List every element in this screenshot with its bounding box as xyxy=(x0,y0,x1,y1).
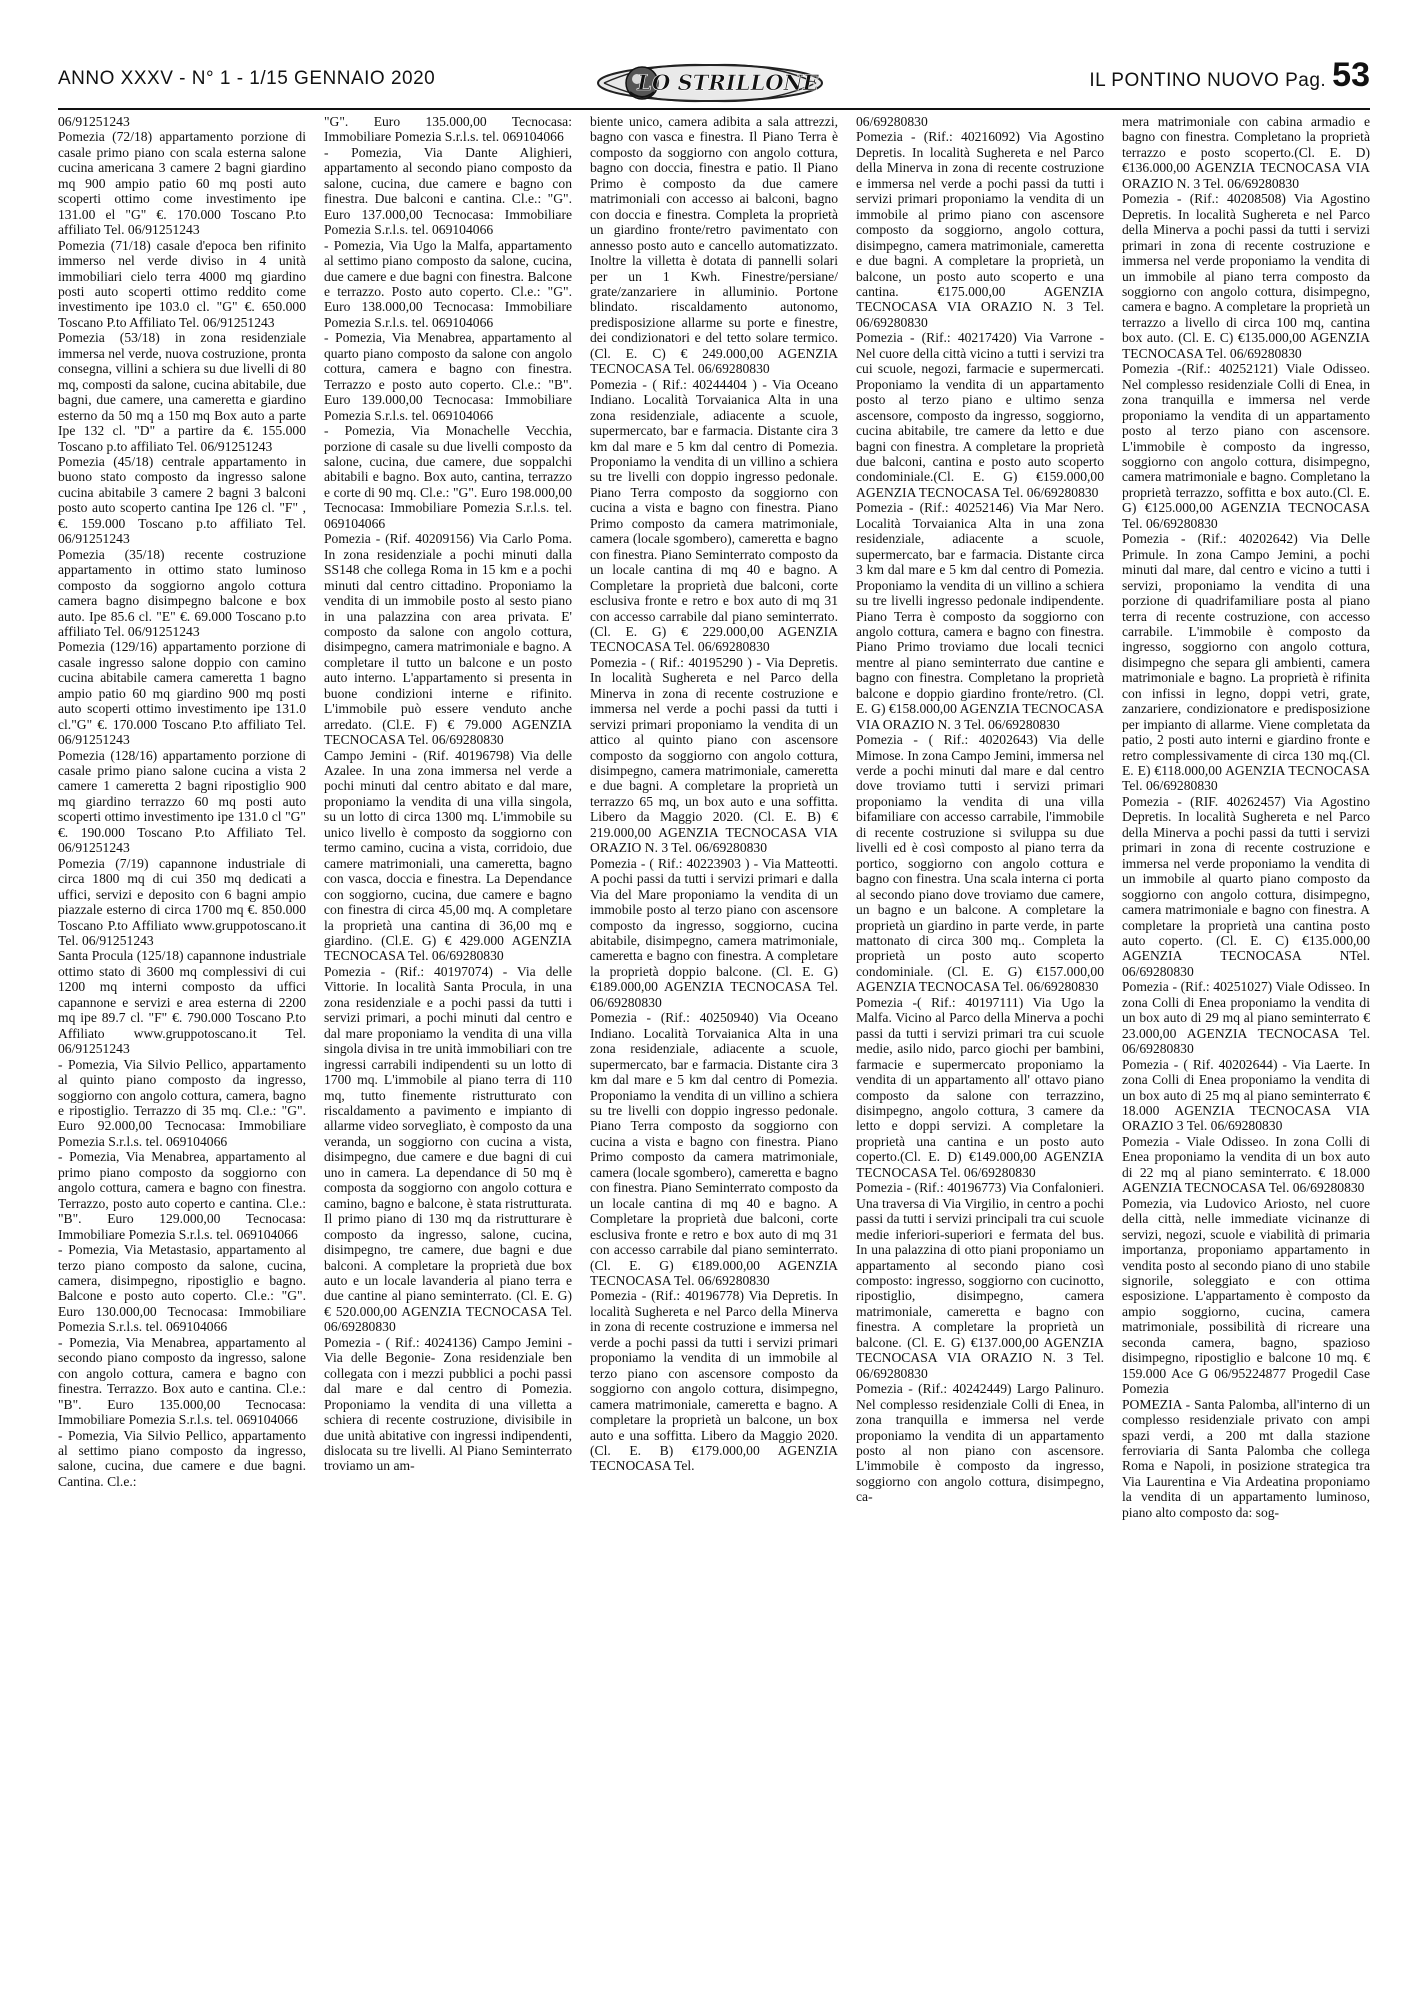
issue-info: ANNO XXXV - N° 1 - 1/15 GENNAIO 2020 xyxy=(58,68,436,89)
classified-ad: Pomezia - ( Rif.: 40202643) Via delle Mimose. In zona Campo Jemini, immersa nel verde a pochi minuti dal mare e dal centro dove troviamo tutti i servizi primari proponiamo la vendita di una villa bifamiliare con accesso carrabile, l'immobile di recente costruzione si sviluppa su due livelli ed è così composto al piano terra da portico, soggiorno con angolo cottura e bagno con finestra. Una scala interna ci porta al secondo piano dove troviamo due camere, un bagno e un balcone. A completare la proprietà un giardino in parte verde, in parte mattonato di circa 300 mq.. Completa la proprietà un posto auto scoperto condominiale. (Cl. E. G) €157.000,00 AGENZIA TECNOCASA Tel. 06/69280830 xyxy=(856,732,1104,995)
column-2 xyxy=(324,114,572,1974)
classified-ad: Pomezia - ( Rif. 40202644) - Via Laerte. In zona Colli di Enea proponiamo la vendita di un box auto di 25 mq al piano seminterrato € 18.000 AGENZIA TECNOCASA VIA ORAZIO 3 Tel. 06/69280830 xyxy=(1122,1056,1370,1134)
classified-ad: Pomezia - (Rif.: 40251027) Viale Odisseo. In zona Colli di Enea proponiamo la vendita di un box auto di 29 mq al piano seminterrato € 23.000,00 AGENZIA TECNOCASA Tel. 06/69280830 xyxy=(1122,979,1370,1057)
classified-ad: - Pomezia, Via Ugo la Malfa, appartamento al settimo piano composto da salone, cucina, due camere e due bagni con finestra. Balcone e terrazzo. Posto auto coperto. Cl.e.: "G". Euro 138.000,00 Tecnocasa: Immobiliare Pomezia S.r.l.s. tel. 069104066 xyxy=(324,237,572,330)
masthead xyxy=(58,56,1370,116)
column-3 xyxy=(590,114,838,1974)
classifieds-columns xyxy=(58,114,1370,1974)
classified-ad: Pomezia -(Rif.: 40252121) Viale Odisseo. Nel complesso residenziale Colli di Enea, in zona tranquilla e immersa nel verde proponiamo la vendita di un appartamento posto al terzo piano con ascensore. L'immobile è composto da ingresso, soggiorno con angolo cottura, disimpegno, camera matrimoniale e bagno. Completano la proprietà terrazzo, soffitta e box auto.(Cl. E. G) €125.000,00 AGENZIA TECNOCASA Tel. 06/69280830 xyxy=(1122,361,1370,531)
logo-text: LO STRILLONE xyxy=(637,70,819,95)
classified-ad: - Pomezia, Via Menabrea, appartamento al primo piano composto da soggiorno con angolo cottura, camera e bagno con finestra. Terrazzo, posto auto coperto e cantina. Cl.e.: "B". Euro 129.000,00 Tecnocasa: Immobiliare Pomezia S.r.l.s. tel. 069104066 xyxy=(58,1149,306,1242)
classified-ad: Pomezia - (Rif.: 40196773) Via Confalonieri. Una traversa di Via Virgilio, in centro a pochi passi da tutti i servizi principali tra cui scuole medie inferiori-superiori e fermata del bus. In una palazzina di otto piani proponiamo un appartamento al secondo piano così composto: ingresso, soggiorno con cucinotto, ripostiglio, disimpegno, camera matrimoniale, cameretta e bagno con finestra. A completare la proprietà un balcone. (Cl. E. G) €137.000,00 AGENZIA TECNOCASA VIA ORAZIO N. 3 Tel. 06/69280830 xyxy=(856,1180,1104,1381)
classified-ad: Pomezia - (Rif.: 40216092) Via Agostino Depretis. In località Sughereta e nel Parco della Minerva in zona di recente costruzione e immersa nel verde a pochi passi da tutti i servizi primari proponiamo la vendita di un immobile al primo piano con ascensore composto da soggiorno, angolo cottura, disimpegno, camera matrimoniale, cameretta e due bagni. A completare la proprietà, un balcone, un posto auto scoperto e una cantina. €175.000,00 AGENZIA TECNOCASA VIA ORAZIO N. 3 Tel. 06/69280830 xyxy=(856,129,1104,330)
classified-ad: Pomezia, via Ludovico Ariosto, nel cuore della città, nelle immediate vicinanze di servizi, negozi, scuole e viabilità di primaria importanza, proponiamo appartamento in vendita posto al secondo piano di uno stabile signorile, soleggiato e con ottima esposizione. L'appartamento è composto da ampio soggiorno, cucina, camera matrimoniale, possibilità di ricreare una seconda camera, bagno, spazioso disimpegno, ripostiglio e balcone 10 mq. € 159.000 Ace G 06/95224877 Progedil Case Pomezia xyxy=(1122,1195,1370,1397)
classified-ad: - Pomezia, Via Metastasio, appartamento al terzo piano composto da salone, cucina, camera, disimpegno, ripostiglio e bagno. Balcone e posto auto coperto. Cl.e.: "G". Euro 130.000,00 Tecnocasa: Immobiliare Pomezia S.r.l.s. tel. 069104066 xyxy=(58,1242,306,1335)
classified-ad: mera matrimoniale con cabina armadio e bagno con finestra. Completano la proprietà terrazzo e posto scoperto.(Cl. E. D) €136.000,00 AGENZIA TECNOCASA VIA ORAZIO N. 3 Tel. 06/69280830 xyxy=(1122,114,1370,191)
classified-ad: - Pomezia, Via Silvio Pellico, appartamento al quinto piano composto da ingresso, soggiorno con angolo cottura, camera, bagno e ripostiglio. Terrazzo di 35 mq. Cl.e.: "G". Euro 92.000,00 Tecnocasa: Immobiliare Pomezia S.r.l.s. tel. 069104066 xyxy=(58,1056,306,1149)
classified-ad: Pomezia (45/18) centrale appartamento in buono stato composto da ingresso salone cucina abitabile 3 camere 2 bagni 3 balconi posto auto scoperto cantina Ipe 126 cl. "F" ,€. 159.000 Toscano p.to affiliato Tel. 06/91251243 xyxy=(58,453,306,547)
classified-ad: Pomezia - (Rif.: 40197074) - Via delle Vittorie. In località Santa Procula, in una zona residenziale e a pochi passi da tutti i servizi primari, a pochi minuti dal centro e dal mare proponiamo la vendita di una villa singola divisa in tre unità immobiliari con tre ingressi carrabili indipendenti su un lotto di 1700 mq. L'immobile al piano terra di 110 mq, tutto finemente ristrutturato con riscaldamento a pavimento e impianto di allarme video sorvegliato, è composto da una veranda, un soggiorno con cucina a vista, disimpegno, due camere e due bagni di cui uno in camera. La dependance di 50 mq è composta da soggiorno con angolo cottura e camino, bagno e balcone, è stata ristrutturata. Il primo piano di 130 mq da ristrutturare è composto da ingresso, salone, cucina, disimpegno, tre camere, due bagni e due balconi. A completare la proprietà due box auto e un locale lavanderia al piano terra e due cantine al piano seminterrato. (Cl. E. G) € 520.000,00 AGENZIA TECNOCASA Tel. 06/69280830 xyxy=(324,963,572,1335)
classified-ad: Pomezia - (Rif.: 40252146) Via Mar Nero. Località Torvaianica Alta in una zona residenziale, adiacente a scuole, supermercato, bar e farmacia. Distante circa 3 km dal mare e 5 km dal centro di Pomezia. Proponiamo la vendita di un villino a schiera su tre livelli ingresso pedonale indipendente. Piano Terra è composto da soggiorno con angolo cottura, camera e bagno con finestra. Piano Primo troviamo due locali tecnici mentre al piano seminterrato due cantine e bagno con finestra. Completano la proprietà balcone e doppio giardino fronte/retro. (Cl. E. G) €158.000,00 AGENZIA TECNOCASA VIA ORAZIO N. 3 Tel. 06/69280830 xyxy=(856,500,1104,732)
classified-ad: Pomezia - ( Rif.: 40223903 ) - Via Matteotti. A pochi passi da tutti i servizi primari e dalla Via del Mare proponiamo la vendita di un immobile posto al terzo piano con ascensore composto da ingresso, soggiorno, cucina abitabile, disimpegno, camera matrimoniale, cameretta e bagno con finestra. A completare la proprietà doppio balcone. (Cl. E. G) €189.000,00 AGENZIA TECNOCASA Tel. 06/69280830 xyxy=(590,855,838,1010)
classified-ad: - Pomezia, Via Monachelle Vecchia, porzione di casale su due livelli composto da salone, cucina, due camere, due soppalchi abitabili e bagno. Box auto, cantina, terrazzo e corte di 90 mq. Cl.e.: "G". Euro 198.000,00 Tecnocasa: Immobiliare Pomezia S.r.l.s. tel. 069104066 xyxy=(324,423,572,531)
classified-ad: Campo Jemini - (Rif. 40196798) Via delle Azalee. In una zona immersa nel verde a pochi minuti dal centro abitato e dal mare, proponiamo la vendita di una villa singola, su un lotto di circa 1300 mq. L'immobile su unico livello è composto da soggiorno con termo camino, cucina a vista, corridoio, due camere matrimoniali, una cameretta, bagno con vasca, doccia e finestra. La Dependance con soggiorno, cucina, due camere e bagno con finestra di circa 45,00 mq. A completare la proprietà una cantina di 36,00 mq e giardino. (Cl.E. G) € 429.000 AGENZIA TECNOCASA Tel. 06/69280830 xyxy=(324,747,572,964)
classified-ad: Pomezia - (Rif.: 40217420) Via Varrone - Nel cuore della città vicino a tutti i servizi tra cui scuole, negozi, farmacie e supermercati. Proponiamo la vendita di un appartamento posto al terzo piano e ultimo senza ascensore, composto da ingresso, soggiorno, cucina abitabile, tre camere da letto e due bagni con finestra. A completare la proprietà due balconi, cantina e posto auto scoperto condominiale.(Cl. E. G) €159.000,00 AGENZIA TECNOCASA Tel. 06/69280830 xyxy=(856,330,1104,500)
classified-ad: - Pomezia, Via Menabrea, appartamento al quarto piano composto da salone con angolo cottura, camera e bagno con finestra. Terrazzo e posto auto coperto. Cl.e.: "B". Euro 139.000,00 Tecnocasa: Immobiliare Pomezia S.r.l.s. tel. 069104066 xyxy=(324,330,572,423)
classified-ad: "G". Euro 135.000,00 Tecnocasa: Immobiliare Pomezia S.r.l.s. tel. 069104066 xyxy=(324,114,572,145)
classified-ad: Pomezia - ( Rif.: 40244404 ) - Via Oceano Indiano. Località Torvaianica Alta in una zona residenziale, adiacente a scuole, supermercato, bar e farmacia. Distante cira 3 km dal mare e 5 km dal centro di Pomezia. Proponiamo la vendita di un villino a schiera su tre livelli con doppio ingresso pedonale. Piano Terra composto da soggiorno con cucina a vista e bagno con finestra. Piano Primo composto da camera matrimoniale, camera (locale sgombero), cameretta e bagno con finestra. Piano Seminterrato composto da un locale cantina di mq 40 e bagno. A Completare la proprietà due balconi, corte esclusiva fronte e retro e box auto di mq 31 con accesso carrabile dal piano seminterrato. (Cl. E. G) € 229.000,00 AGENZIA TECNOCASA Tel. 06/69280830 xyxy=(590,376,838,655)
classified-ad: Santa Procula (125/18) capannone industriale ottimo stato di 3600 mq complessivi di cui 1200 mq interni composto da uffici capannone e servizi e area esterna di 2200 mq ipe 89.7 cl. "F" €. 790.000 Toscano P.to Affiliato www.gruppotoscano.it Tel. 06/91251243 xyxy=(58,948,306,1057)
classified-ad: Pomezia (128/16) appartamento porzione di casale primo piano salone cucina a vista 2 camere 1 cameretta 2 bagni ripostiglio 900 mq giardino terrazzo 60 mq posti auto scoperti ottimo investimento ipe 131.0 cl "G" €. 190.000 Toscano P.to Affiliato Tel. 06/91251243 xyxy=(58,747,306,856)
classified-ad: 06/91251243 xyxy=(58,114,130,129)
classified-ad: - Pomezia, Via Dante Alighieri, appartamento al secondo piano composto da salone, cucina, due camere e bagno con finestra. Due balconi e cantina. Cl.e.: "G". Euro 137.000,00 Tecnocasa: Immobiliare Pomezia S.r.l.s. tel. 069104066 xyxy=(324,144,572,238)
classified-ad: biente unico, camera adibita a sala attrezzi, bagno con vasca e finestra. Il Piano Terra è composto da soggiorno con angolo cottura, bagno con doccia, finestra e patio. Il Piano Primo è composto da due camere matrimoniali con accesso ai balconi, bagno con doccia e finestra. Completa la proprietà un giardino fronte/retro pavimentato con annesso posto auto e cancello automatizzato. Inoltre la villetta è dotata di pannelli solari per un 1 Kwh. Finestre/persiane/ grate/zanzariere in alluminio. Portone blindato. riscaldamento autonomo, predisposizione allarme su porte e finestre, dei condizionatori e del tetto solare termico. (Cl. E. C) € 249.000,00 AGENZIA TECNOCASA Tel. 06/69280830 xyxy=(590,114,838,377)
classified-ad: Pomezia (35/18) recente costruzione appartamento in ottimo stato luminoso composto da soggiorno angolo cottura camera bagno disimpegno balcone e box auto. Ipe 85.6 cl. "E" €. 69.000 Toscano p.to affiliato Tel. 06/91251243 xyxy=(58,546,306,639)
classified-ad: Pomezia - (RIF. 40262457) Via Agostino Depretis. In località Sughereta e nel Parco della Minerva a pochi passi da tutti i servizi primari in zona di recente costruzione e immersa nel verde proponiamo la vendita di un immobile al quarto piano composto da soggiorno con angolo cottura, disimpegno, camera matrimoniale e bagno con finestra. A completare la proprietà una cantina posto auto coperto. (Cl. E. C) €135.000,00 AGENZIA TECNOCASA NTel. 06/69280830 xyxy=(1122,793,1370,979)
paper-name: IL PONTINO NUOVO Pag. xyxy=(1089,70,1327,91)
page-number: 53 xyxy=(1332,56,1370,94)
classified-ad: Pomezia - (Rif.: 40202642) Via Delle Primule. In zona Campo Jemini, a pochi minuti dal mare, dal centro e vicino a tutti i servizi, proponiamo la vendita di una porzione di quadrifamiliare posta al piano terra di recente costruzione, con accesso carrabile. L'immobile è composto da ingresso, soggiorno con angolo cottura, disimpegno che separa gli ambienti, camera matrimoniale e bagno. La proprietà è rifinita con infissi in legno, doppi vetri, grate, zanzariere, condizionatore e predisposizione per impianto di allarme. Viene completata da patio, 2 posti auto interni e giardino fronte e retro complessivamente di circa 130 mq.(Cl. E. E) €118.000,00 AGENZIA TECNOCASA Tel. 06/69280830 xyxy=(1122,531,1370,794)
classified-ad: Pomezia - (Rif.: 40208508) Via Agostino Depretis. In località Sughereta e nel Parco della Minerva a pochi passi da tutti i servizi primari in zona di recente costruzione e immersa nel verde proponiamo la vendita di un immobile al piano terra composto da soggiorno con angolo cottura, disimpegno, camera e bagno. A completare la proprietà un terrazzo a livello di circa 100 mq, cantina box auto. (Cl. E. C) €135.000,00 AGENZIA TECNOCASA Tel. 06/69280830 xyxy=(1122,191,1370,361)
column-5 xyxy=(1122,114,1370,1974)
classified-ad: Pomezia (53/18) in zona residenziale immersa nel verde, nuova costruzione, pronta consegna, villini a schiera su due livelli di 80 mq, composti da salone, cucina abitabile, due bagni, due camere, una cameretta e giardino esterno da 50 mq a 150 mq Box auto a parte Ipe 132 cl. "D" a partire da €. 155.000 Toscano p.to affiliato Tel. 06/91251243 xyxy=(58,330,306,454)
classified-ad: Pomezia (71/18) casale d'epoca ben rifinito immerso nel verde diviso in 4 unità immobiliari cielo terra 4000 mq giardino posti auto scoperti ottimo reddito come investimento ipe 103.0 cl. "G" €. 650.000 Toscano P.to Affiliato Tel. 06/91251243 xyxy=(58,237,306,330)
classified-ad: Pomezia (7/19) capannone industriale di circa 1800 mq di cui 350 mq dedicati a uffici, servizi e deposito con 6 bagni ampio piazzale esterno di circa 1700 mq €. 850.000 Toscano P.to Affiliato www.gruppotoscano.it Tel. 06/91251243 xyxy=(58,855,306,949)
paper-title xyxy=(1089,56,1370,95)
classified-ad: Pomezia -( Rif.: 40197111) Via Ugo la Malfa. Vicino al Parco della Minerva a pochi passi da tutti i servizi primari tra cui scuole medie, asilo nido, parco giochi per bambini, farmacie e supermercato proponiamo la vendita di un appartamento all' ottavo piano composto da salone con terrazzino, disimpegno, angolo cottura, 3 camere da letto e doppi servizi. A completare la proprietà una cantina e un posto auto coperto.(Cl. E. D) €149.000,00 AGENZIA TECNOCASA Tel. 06/69280830 xyxy=(856,994,1104,1180)
classified-ad: POMEZIA - Santa Palomba, all'interno di un complesso residenziale privato con ampi spazi verdi, a 200 mt dalla stazione ferroviaria di Santa Palomba che collega Roma e Napoli, in posizione strategica tra Via Laurentina e Via Ardeatina proponiamo la vendita di un appartamento luminoso, piano alto composto da: sog- xyxy=(1122,1396,1370,1520)
classified-ad: Pomezia - ( Rif.: 4024136) Campo Jemini - Via delle Begonie- Zona residenziale ben collegata con i mezzi pubblici a pochi passi dal mare e dal centro di Pomezia. Proponiamo la vendita di una villetta a schiera di recente costruzione, divisibile in due unità abitative con ingressi indipendenti, dislocata su tre livelli. Al Piano Seminterrato troviamo un am- xyxy=(324,1334,572,1474)
classified-ad: Pomezia - (Rif.: 40196778) Via Depretis. In località Sughereta e nel Parco della Minerva in zona di recente costruzione e immersa nel verde a pochi passi da tutti i servizi primari proponiamo la vendita di un immobile al terzo piano con ascensore composto da soggiorno con angolo cottura, disimpegno, camera matrimoniale, cameretta e bagno. A completare la proprietà un balcone, un box auto e una soffitta. Libero da Maggio 2020.(Cl. E. B) €179.000,00 AGENZIA TECNOCASA Tel. xyxy=(590,1288,838,1474)
column-1 xyxy=(58,114,306,1974)
classified-ad: Pomezia (72/18) appartamento porzione di casale primo piano con scala esterna salone cucina americana 3 camere 2 bagni giardino mq 900 ampio patio 60 mq posti auto scoperti ottimo come investimento ipe 131.00 el "G" €. 170.000 Toscano P.to affiliato Tel. 06/91251243 xyxy=(58,129,306,238)
classified-ad: Pomezia - (Rif. 40209156) Via Carlo Poma. In zona residenziale a pochi minuti dalla SS148 che collega Roma in 15 km e a pochi minuti dal centro cittadino. Proponiamo la vendita di un immobile posto al sesto piano in una palazzina con area privata. E' composto da salone con angolo cottura, disimpegno, camera matrimoniale e bagno. A completare il tutto un balcone e un posto auto interno. L'appartamento si presenta in buone condizioni interne e rifinito. L'immobile può essere venduto anche arredato. (Cl.E. F) € 79.000 AGENZIA TECNOCASA Tel. 06/69280830 xyxy=(324,531,572,748)
classified-ad: 06/69280830 xyxy=(856,114,928,129)
classified-ad: Pomezia - (Rif.: 40242449) Largo Palinuro. Nel complesso residenziale Colli di Enea, in zona tranquilla e immersa nel verde proponiamo la vendita di un appartamento posto al non piano con ascensore. L'immobile è composto da ingresso, soggiorno con angolo cottura, disimpegno, ca- xyxy=(856,1381,1104,1505)
lo-strillone-logo xyxy=(590,56,830,108)
classified-ad: Pomezia - ( Rif.: 40195290 ) - Via Depretis. In località Sughereta e nel Parco della Minerva in zona di recente costruzione e immersa nel verde a pochi passi da tutti i servizi primari proponiamo la vendita di un attico al quinto piano con ascensore composto da soggiorno con angolo cottura, disimpegno, camera matrimoniale, cameretta e due bagni. A completare la proprietà un terrazzo 65 mq, un box auto e una soffitta. Libero da Maggio 2020. (Cl. E. B) € 219.000,00 AGENZIA TECNOCASA VIA ORAZIO N. 3 Tel. 06/69280830 xyxy=(590,654,838,856)
classified-ad: - Pomezia, Via Silvio Pellico, appartamento al settimo piano composto da ingresso, salone, cucina, due camere e due bagni. Cantina. Cl.e.: xyxy=(58,1427,306,1489)
classified-ad: Pomezia (129/16) appartamento porzione di casale ingresso salone doppio con camino cucina abitabile camera cameretta 1 bagno ampio patio 60 mq giardino 900 mq posti auto scoperti ottimo investimento ipe 131.0 cl."G" €. 170.000 Toscano P.to affiliato Tel. 06/91251243 xyxy=(58,639,306,748)
header-rule xyxy=(58,108,1370,110)
classified-ad: Pomezia - (Rif.: 40250940) Via Oceano Indiano. Località Torvaianica Alta in una zona residenziale, adiacente a scuole, supermercato, bar e farmacia. Distante cira 3 km dal mare e 5 km dal centro di Pomezia. Proponiamo la vendita di un villino a schiera su tre livelli con doppio ingresso pedonale. Piano Terra composto da soggiorno con cucina a vista e bagno con finestra. Piano Primo composto da camera matrimoniale, camera (locale sgombero), cameretta e bagno con finestra. Piano Seminterrato composto da un locale cantina di mq 40 e bagno. A Completare la proprietà due balconi, corte esclusiva fronte e retro e box auto di mq 31 con accesso carrabile dal piano seminterrato.(Cl. E. G) €189.000,00 AGENZIA TECNOCASA Tel. 06/69280830 xyxy=(590,1010,838,1288)
classified-ad: Pomezia - Viale Odisseo. In zona Colli di Enea proponiamo la vendita di un box auto di 22 mq al piano seminterrato. € 18.000 AGENZIA TECNOCASA Tel. 06/69280830 xyxy=(1122,1133,1370,1196)
column-4 xyxy=(856,114,1104,1974)
classified-ad: - Pomezia, Via Menabrea, appartamento al secondo piano composto da ingresso, salone con angolo cottura, camera e bagno con finestra. Terrazzo. Box auto e cantina. Cl.e.: "B". Euro 135.000,00 Tecnocasa: Immobiliare Pomezia S.r.l.s. tel. 069104066 xyxy=(58,1334,306,1428)
